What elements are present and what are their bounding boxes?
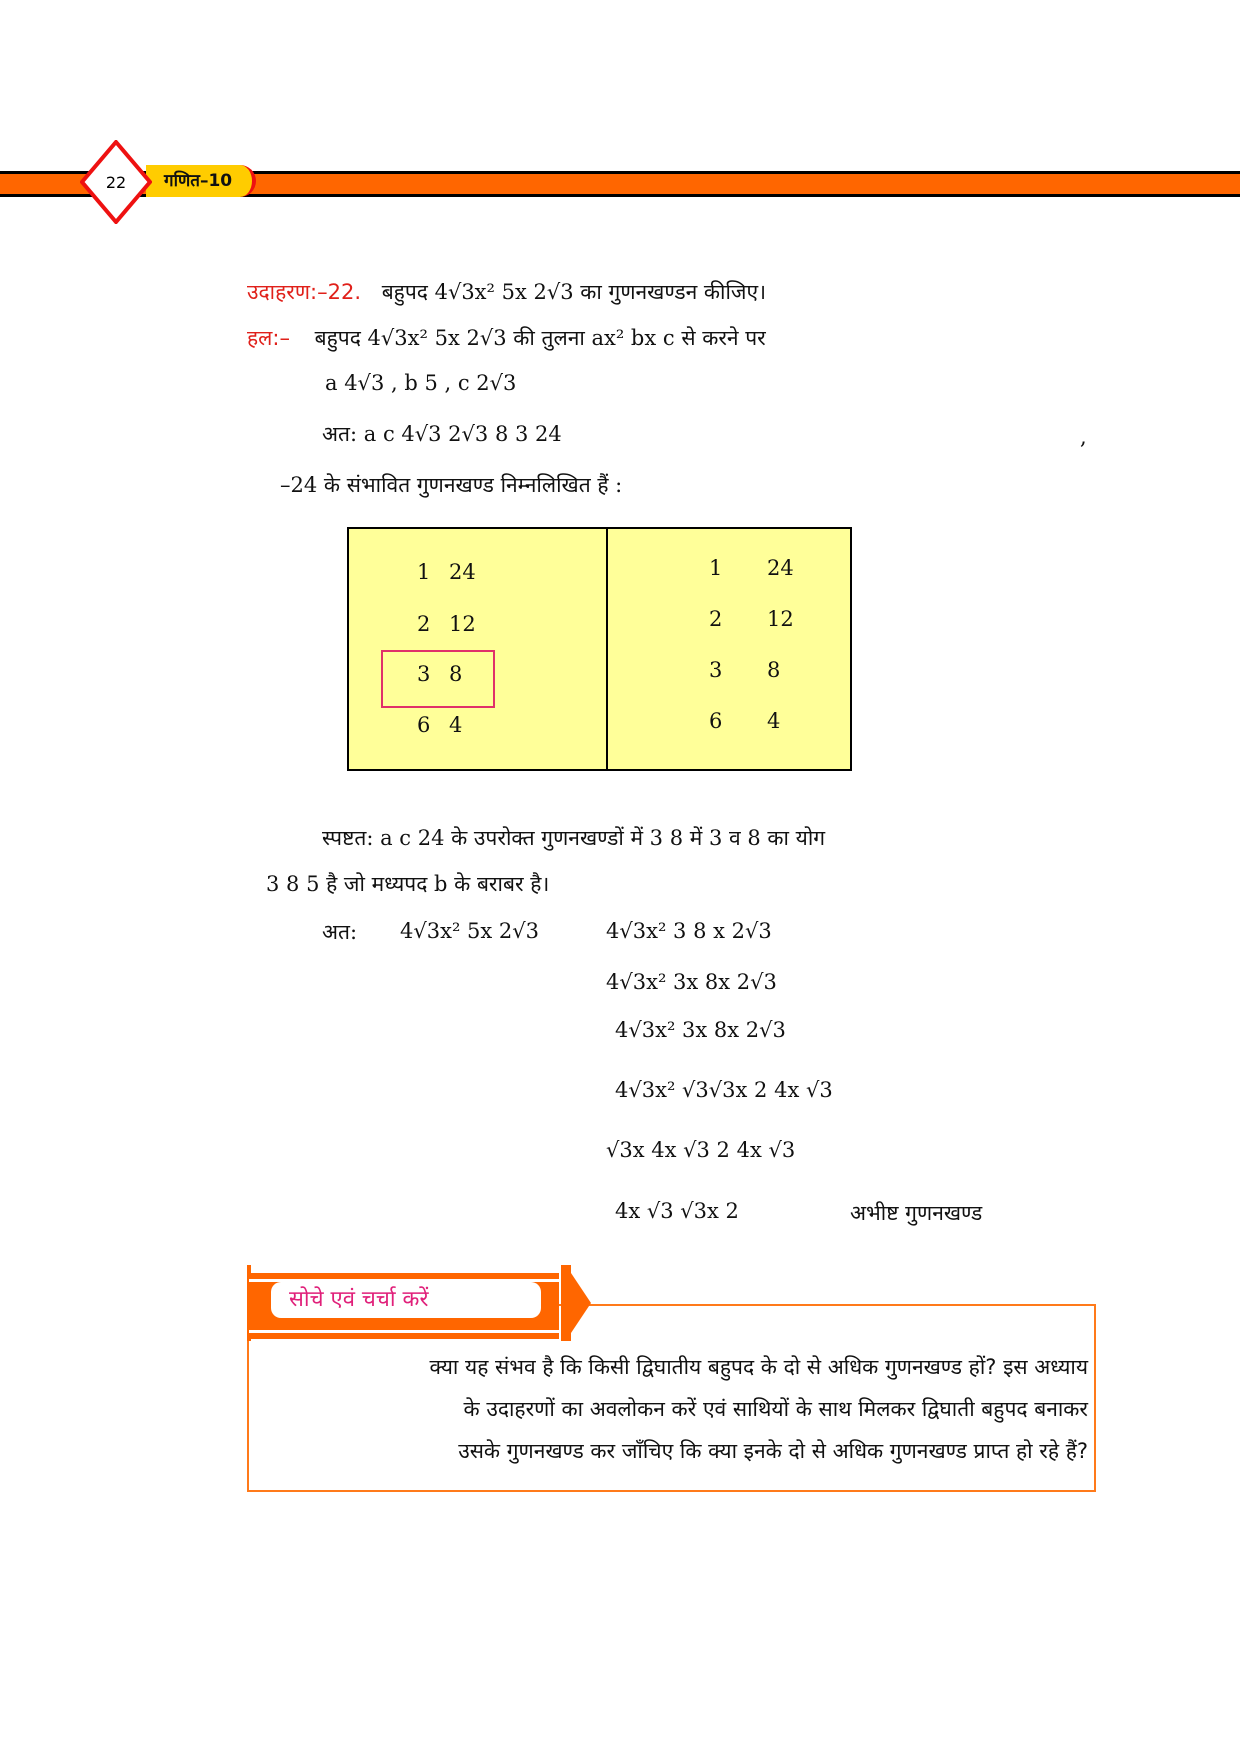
page-number-diamond-icon: [80, 140, 152, 224]
think-line-1: क्या यह संभव है कि किसी द्विघातीय बहुपद के दो से अधिक गुणनखण्ड हों? इस अध्याय: [429, 1355, 1088, 1379]
factor-right-cell: 6: [709, 709, 723, 733]
result-label: अभीष्ट गुणनखण्ड: [850, 1201, 983, 1225]
factor-left-cell: 4: [449, 713, 463, 737]
derivation-step: 4√3x² 3x 8x 2√3: [615, 1018, 786, 1042]
derivation-step: √3x 4x √3 2 4x √3: [606, 1138, 796, 1162]
factor-right-cell: 4: [767, 709, 781, 733]
think-line-2: के उदाहरणों का अवलोकन करें एवं साथियों के साथ मिलकर द्विघाती बहुपद बनाकर: [463, 1397, 1088, 1421]
derivation-step: 4√3x² 3x 8x 2√3: [606, 970, 777, 994]
example-label: उदाहरण:–22.: [247, 280, 361, 304]
factor-left-cell: 6: [417, 713, 431, 737]
factor-table: [347, 527, 852, 771]
page-number: 22: [105, 173, 127, 192]
example-text: बहुपद 4√3x² 5x 2√3 का गुणनखण्डन कीजिए।: [381, 280, 767, 304]
factor-right-cell: 8: [767, 658, 781, 682]
stray-mark: ,: [1080, 425, 1087, 449]
table-divider: [606, 529, 608, 769]
example-line: [247, 278, 766, 306]
explanation-line-2: 3 8 5 है जो मध्यपद b के बराबर है।: [266, 872, 550, 896]
factor-right-cell: 12: [767, 607, 794, 631]
factor-left-cell: 2: [417, 612, 431, 636]
derivation-step: 4√3x² √3√3x 2 4x √3: [615, 1078, 833, 1102]
highlight-box: [381, 650, 495, 708]
solution-text-1: बहुपद 4√3x² 5x 2√3 की तुलना ax² bx c से करने पर: [314, 326, 766, 350]
think-box-title: सोचे एवं चर्चा करें: [271, 1282, 541, 1318]
derivation-label: अत:: [322, 920, 358, 944]
factor-left-cell: 8: [449, 662, 463, 686]
factor-left-cell: 3: [417, 662, 431, 686]
factor-right-cell: 1: [709, 556, 723, 580]
factor-right-cell: 3: [709, 658, 723, 682]
derivation-step: 4√3x² 3 8 x 2√3: [606, 919, 772, 943]
solution-label: हल:–: [247, 326, 290, 350]
factor-left-cell: 24: [449, 560, 476, 584]
think-box-header: [249, 1265, 559, 1341]
coefficients: a 4√3 , b 5 , c 2√3: [325, 371, 517, 395]
factor-right-cell: 2: [709, 607, 723, 631]
factor-left-cell: 12: [449, 612, 476, 636]
think-line-3: उसके गुणनखण्ड कर जाँचिए कि क्या इनके दो से अधिक गुणनखण्ड प्राप्त हो रहे हैं?: [458, 1439, 1088, 1463]
derivation-step: 4x √3 √3x 2: [615, 1199, 739, 1223]
factors-intro: –24 के संभावित गुणनखण्ड निम्नलिखित हैं :: [280, 473, 623, 497]
book-title-tab: [146, 165, 256, 197]
arrow-icon: [571, 1273, 591, 1333]
factor-left-cell: 1: [417, 560, 431, 584]
solution-line-1: [247, 324, 766, 352]
derivation-lhs: 4√3x² 5x 2√3: [400, 919, 540, 943]
book-title: गणित–10: [164, 171, 233, 191]
explanation-line-1: स्पष्टत: a c 24 के उपरोक्त गुणनखण्डों में 3 8 में 3 व 8 का योग: [322, 826, 826, 850]
factor-right-cell: 24: [767, 556, 794, 580]
product-ac: अत: a c 4√3 2√3 8 3 24: [322, 422, 562, 446]
